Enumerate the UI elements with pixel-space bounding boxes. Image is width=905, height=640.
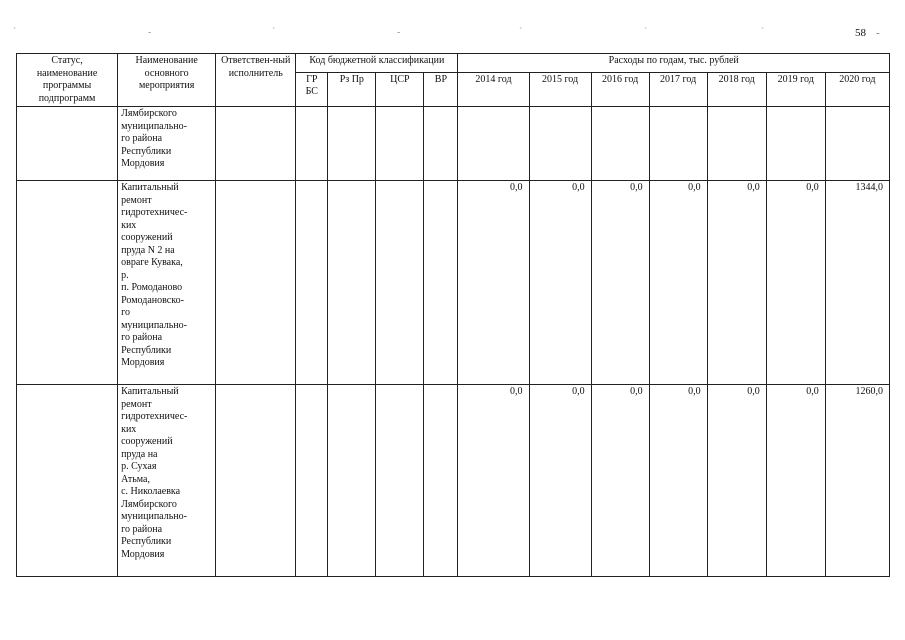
event-name-cell <box>118 385 216 577</box>
value-2020: 1344,0 <box>825 181 889 385</box>
header-vr: ВР <box>424 72 458 106</box>
scan-speck: ` <box>761 27 765 38</box>
header-year-2018: 2018 год <box>707 72 766 106</box>
value-2020 <box>825 107 889 181</box>
header-status: Статус, наименование программы подпрограмм <box>17 54 118 107</box>
header-expenses: Расходы по годам, тыс. рублей <box>458 54 890 73</box>
page-number-dash: - <box>876 27 880 39</box>
value-2018: 0,0 <box>707 181 766 385</box>
value-2015 <box>529 107 591 181</box>
value-2016: 0,0 <box>591 385 649 577</box>
value-2017: 0,0 <box>649 385 707 577</box>
page-number: 58 <box>855 27 866 39</box>
executor-cell <box>216 181 296 385</box>
vr-cell <box>424 107 458 181</box>
table-row <box>17 385 890 577</box>
header-csr: ЦСР <box>376 72 424 106</box>
rzpr-cell <box>328 385 376 577</box>
status-cell <box>17 385 118 577</box>
value-2014: 0,0 <box>458 181 529 385</box>
csr-cell <box>376 107 424 181</box>
scan-speck: ` <box>644 27 648 38</box>
event-name-cell <box>118 181 216 385</box>
value-2014 <box>458 107 529 181</box>
status-cell <box>17 107 118 181</box>
header-grbs: ГР БС <box>296 72 328 106</box>
value-2020: 1260,0 <box>825 385 889 577</box>
header-year-2014: 2014 год <box>458 72 529 106</box>
scan-speck: ` <box>272 27 276 38</box>
event-name: Лямбирского муниципально- го района Республики Мордовия <box>121 108 187 169</box>
header-budget-code: Код бюджетной классификации <box>296 54 458 73</box>
grbs-cell <box>296 181 328 385</box>
csr-cell <box>376 181 424 385</box>
header-rzpr: Рз Пр <box>328 72 376 106</box>
grbs-cell <box>296 385 328 577</box>
event-name-cell <box>118 107 216 181</box>
table-row <box>17 181 890 385</box>
event-name: Капитальный ремонт гидротехничес- ких сооружений пруда на р. Сухая Атьма, с. Николаевка Лямбирского муниципально- го района Республики Мордовия <box>121 386 188 560</box>
budget-table <box>16 53 890 577</box>
value-2018: 0,0 <box>707 385 766 577</box>
value-2015: 0,0 <box>529 385 591 577</box>
vr-cell <box>424 181 458 385</box>
value-2014: 0,0 <box>458 385 529 577</box>
value-2017: 0,0 <box>649 181 707 385</box>
executor-cell <box>216 107 296 181</box>
header-year-2019: 2019 год <box>766 72 825 106</box>
scan-speck: - <box>148 27 152 38</box>
value-2016 <box>591 107 649 181</box>
value-2019: 0,0 <box>766 385 825 577</box>
status-cell <box>17 181 118 385</box>
value-2018 <box>707 107 766 181</box>
header-year-2020: 2020 год <box>825 72 889 106</box>
value-2015: 0,0 <box>529 181 591 385</box>
executor-cell <box>216 385 296 577</box>
header-event: Наименование основного мероприятия <box>118 54 216 107</box>
header-row-top <box>17 54 890 73</box>
header-executor: Ответствен-ный исполнитель <box>216 54 296 107</box>
value-2019 <box>766 107 825 181</box>
event-name: Капитальный ремонт гидротехничес- ких сооружений пруда N 2 на овраге Кувака, р. п. Ромоданово Ромодановско- го муниципально- го района Республики Мордовия <box>121 182 188 368</box>
header-year-2016: 2016 год <box>591 72 649 106</box>
value-2019: 0,0 <box>766 181 825 385</box>
csr-cell <box>376 385 424 577</box>
value-2017 <box>649 107 707 181</box>
vr-cell <box>424 385 458 577</box>
header-year-2017: 2017 год <box>649 72 707 106</box>
grbs-cell <box>296 107 328 181</box>
scan-speck: ` <box>13 27 17 38</box>
value-2016: 0,0 <box>591 181 649 385</box>
scan-speck: ` <box>519 27 523 38</box>
scan-speck: - <box>397 27 401 38</box>
rzpr-cell <box>328 107 376 181</box>
header-year-2015: 2015 год <box>529 72 591 106</box>
rzpr-cell <box>328 181 376 385</box>
table-row <box>17 107 890 181</box>
